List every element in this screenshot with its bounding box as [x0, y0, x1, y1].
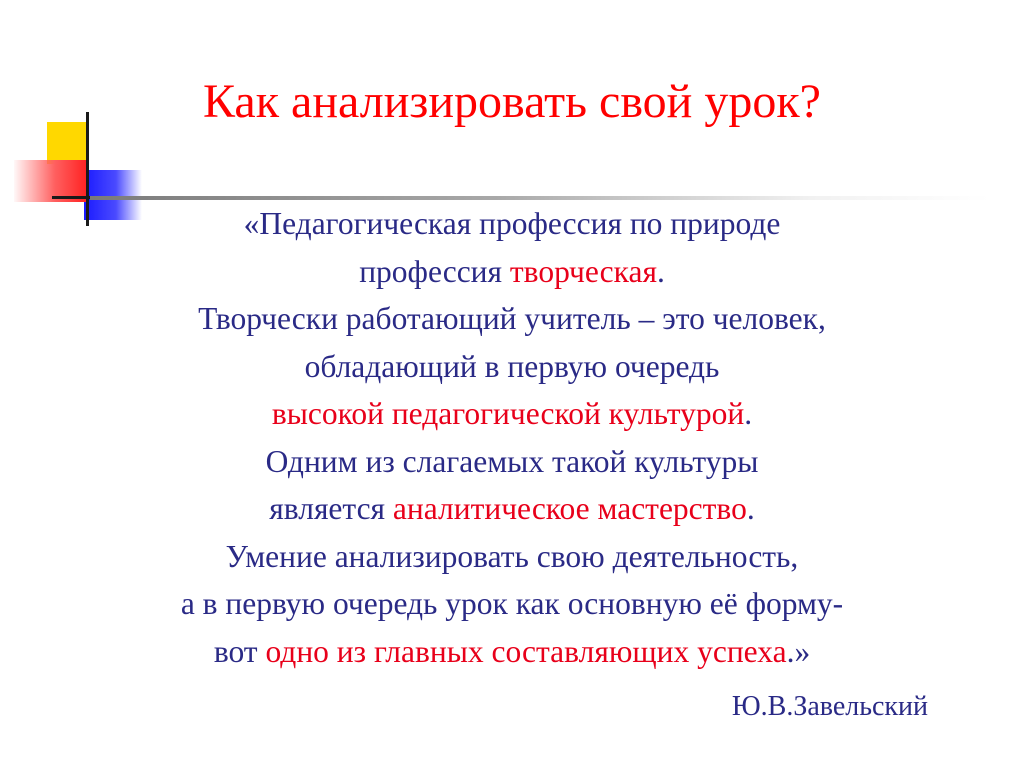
quote-text: профессия [359, 253, 510, 289]
quote-block [0, 200, 1024, 675]
quote-text: вот [213, 633, 266, 669]
quote-text: а в первую очередь урок как основную её форму- [180, 586, 844, 621]
quote-text: .» [786, 633, 811, 669]
quote-text: Творчески работающий учитель – это человек, [198, 301, 826, 336]
highlight-text: одно из главных составляющих успеха [265, 633, 787, 669]
highlight-text: творческая [509, 253, 657, 289]
quote-text: Умение анализировать свою деятельность, [225, 538, 799, 574]
quote-text: Одним из слагаемых такой культуры [265, 443, 759, 479]
quote-line-9 [0, 580, 1024, 628]
quote-line-4 [0, 343, 1024, 391]
quote-text: . [746, 491, 755, 526]
quote-line-7 [0, 485, 1024, 533]
quote-line-1 [0, 200, 1024, 248]
quote-text: . [656, 253, 665, 289]
slide-title: Как анализировать свой урок? [203, 75, 821, 128]
quote-line-2 [0, 248, 1024, 296]
quote-line-3 [0, 295, 1024, 343]
quote-line-5 [0, 390, 1024, 438]
highlight-text: аналитическое мастерство [392, 491, 747, 526]
quote-line-10 [0, 628, 1024, 676]
highlight-text: высокой педагогической культурой [271, 396, 745, 431]
quote-text: является [269, 491, 393, 526]
quote-author: Ю.В.Завельский [731, 691, 928, 722]
quote-line-8 [0, 533, 1024, 581]
quote-text: «Педагогическая профессия по природе [243, 206, 781, 241]
quote-text: обладающий в первую очередь [304, 348, 720, 384]
quote-line-6 [0, 438, 1024, 486]
quote-text: . [744, 396, 753, 431]
